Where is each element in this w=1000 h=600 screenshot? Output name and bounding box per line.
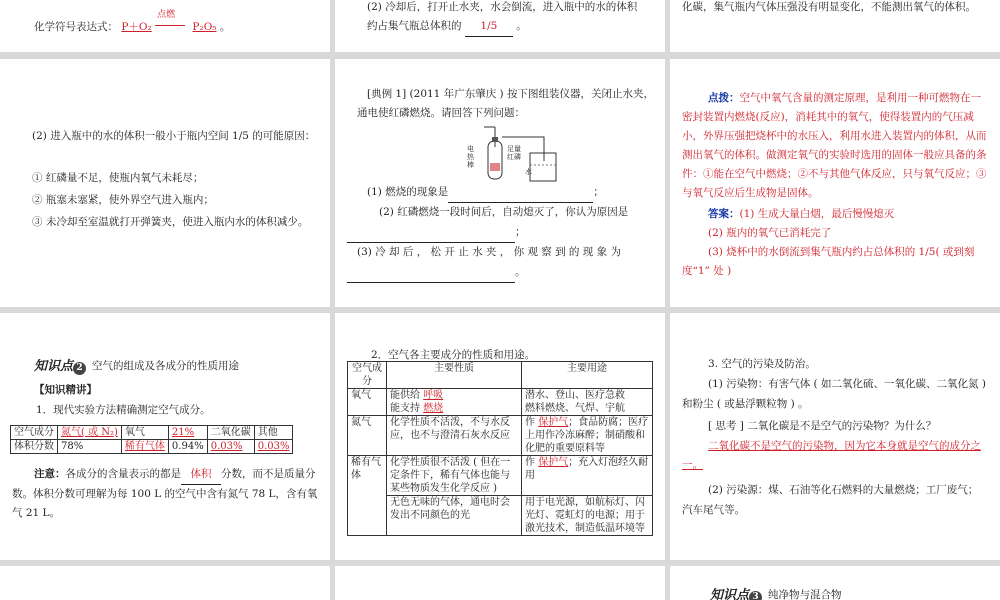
- s4-item: ③ 未冷却至室温就打开弹簧夹，使进入瓶内水的体积减少。: [32, 216, 309, 228]
- s9-l3: 和粉尘 ( 或悬浮颗粒物 ) 。: [682, 398, 809, 410]
- s9-l4: [ 思考 ] 二氧化碳是不是空气的污染物？为什么？: [708, 420, 937, 432]
- slide-5[interactable]: [335, 59, 665, 307]
- s2-line1: (2) 冷却后，打开止水夹，水会倒流，进入瓶中的水的体积: [367, 1, 638, 13]
- slide-6[interactable]: [670, 59, 1000, 307]
- knowledge-point-2-heading: 知识点 2 空气的组成及各成分的性质用途: [34, 359, 240, 374]
- slide-1[interactable]: [0, 0, 330, 52]
- slide-8[interactable]: [335, 313, 665, 560]
- gas-properties-table: 空气成分 主要性质 主要用途 氧气 能供给 呼吸 能支持 燃烧 潜水、登山、医疗急救 燃料燃烧、气焊、宇航 氮气 化学性质不活泼，不与水反应，也不与澄清石灰水反应 作 保护气；食品防腐；医疗上用作冷冻麻醉；制硝酸和化肥的重要原料等 稀有气体 化学性质很不活泼 ( 但在一定条件下，稀有气体也能与某些物质发生化学反应 ) 作 保护气；充入灯泡经久耐用 无色无味的气体，通电时会发出不同颜色的光 用于电光源，如航标灯、闪光灯、霓虹灯的电源；用于激光技术，制造低温环境等: [347, 361, 653, 536]
- kp-badge: 知识点 3: [710, 586, 762, 600]
- fig-label-mid: 足量红磷: [507, 145, 521, 161]
- s7-line1: 1．现代实验方法精确测定空气成分。: [36, 404, 211, 416]
- s9-answer: 二氧化碳不是空气的污染物，因为它本身就是空气的成分之一。: [682, 440, 981, 471]
- section-label: 【知识精讲】: [34, 384, 97, 396]
- knowledge-point-3-heading: 知识点 3 纯净物与混合物: [710, 586, 842, 600]
- slide-2[interactable]: [335, 0, 665, 52]
- s5-intro2: 通电使红磷燃烧。请回答下列问题：: [357, 107, 525, 119]
- s9-l5: (2) 污染源：煤、石油等化石燃料的大量燃烧；工厂废气；: [708, 484, 979, 496]
- slide-10[interactable]: [0, 566, 330, 600]
- s8-title: 2．空气各主要成分的性质和用途。: [371, 349, 536, 361]
- answer-2: (2) 瓶内的氧气已消耗完了: [708, 227, 832, 239]
- air-composition-table: 空气成分 氮气( 或 N₂) 氧气 21% 二氧化碳 其他 体积分数 78% 稀有气体 0.94% 0.03% 0.03%: [10, 425, 293, 454]
- tip-paragraph: 点拨：空气中氧气含量的测定原理，是利用一种可燃物在一密封装置内燃烧(反应)，消耗其中的氧气，使得装置内的气压减小，外界压强把烧杯中的水压入，利用水进入装置内的体积，从而测出氧气的体积。做测定氧气的实验时选用的固体一般应具备的条件：①能在空气中燃烧；②不与其他气体反应，只与氧气反应；③与氧气反应后生成物是固体。: [682, 92, 987, 199]
- s3-partial: 化碳，集气瓶内气体压强没有明显变化，不能测出氧气的体积。: [682, 1, 976, 13]
- fig-label-left: 电热棒: [467, 145, 474, 169]
- s5-q3-blank: 。: [347, 263, 526, 283]
- s2-line2: 约占集气瓶总体积的 1/5 。: [367, 17, 527, 37]
- s4-item: ① 红磷量不足，使瓶内氧气未耗尽；: [32, 172, 204, 184]
- slide-9[interactable]: [670, 313, 1000, 560]
- s5-q2: (2) 红磷燃烧一段时间后，自动熄灭了，你认为原因是: [379, 206, 629, 218]
- s5-intro1: [典例 1] (2011 年广东肇庆 ) 按下图组装仪器，关闭止水夹，: [367, 88, 654, 100]
- s5-q3: (3) 冷 却 后 ， 松 开 止 水 夹 ， 你 观 察 到 的 现 象 为: [357, 246, 621, 258]
- slide-7[interactable]: [0, 313, 330, 560]
- s4-item: ② 瓶塞未塞紧，使外界空气进入瓶内；: [32, 194, 214, 206]
- condition-label: 点燃: [157, 10, 176, 20]
- s9-l2: (1) 污染物：有害气体 ( 如二氧化硫、一氧化碳、二氧化氮 ): [708, 378, 986, 390]
- fig-label-right: 水: [525, 168, 532, 176]
- slide-12[interactable]: [670, 566, 1000, 600]
- s4-head: (2) 进入瓶中的水的体积一般小于瓶内空间 1/5 的可能原因：: [32, 130, 316, 142]
- answer-3: (3) 烧杯中的水倒流到集气瓶内约占总体积的 1/5( 或到刻度“1” 处 ): [682, 246, 975, 277]
- kp-badge: 知识点 2: [34, 357, 86, 376]
- s7-note: 注意：各成分的含量表示的都是 体积 分数，而不是质量分数。体积分数可理解为每 100 L 的空气中含有氮气 78 L，含有氧气 21 L。: [12, 465, 318, 523]
- formula-line: 化学符号表达式： P＋O₂ 点燃 P₂O₅ 。: [34, 18, 230, 37]
- s9-l1: 3. 空气的污染及防治。: [708, 358, 816, 370]
- s5-q2-blank: ；: [347, 223, 526, 243]
- slide-11[interactable]: [335, 566, 665, 600]
- s9-l6: 汽车尾气等。: [682, 504, 745, 516]
- answer-1: 答案：(1) 生成大量白烟，最后慢慢熄灭: [708, 208, 895, 220]
- slide-3[interactable]: [670, 0, 1000, 52]
- slide-4[interactable]: [0, 59, 330, 307]
- s5-q1: (1) 燃烧的现象是 ；: [367, 183, 604, 203]
